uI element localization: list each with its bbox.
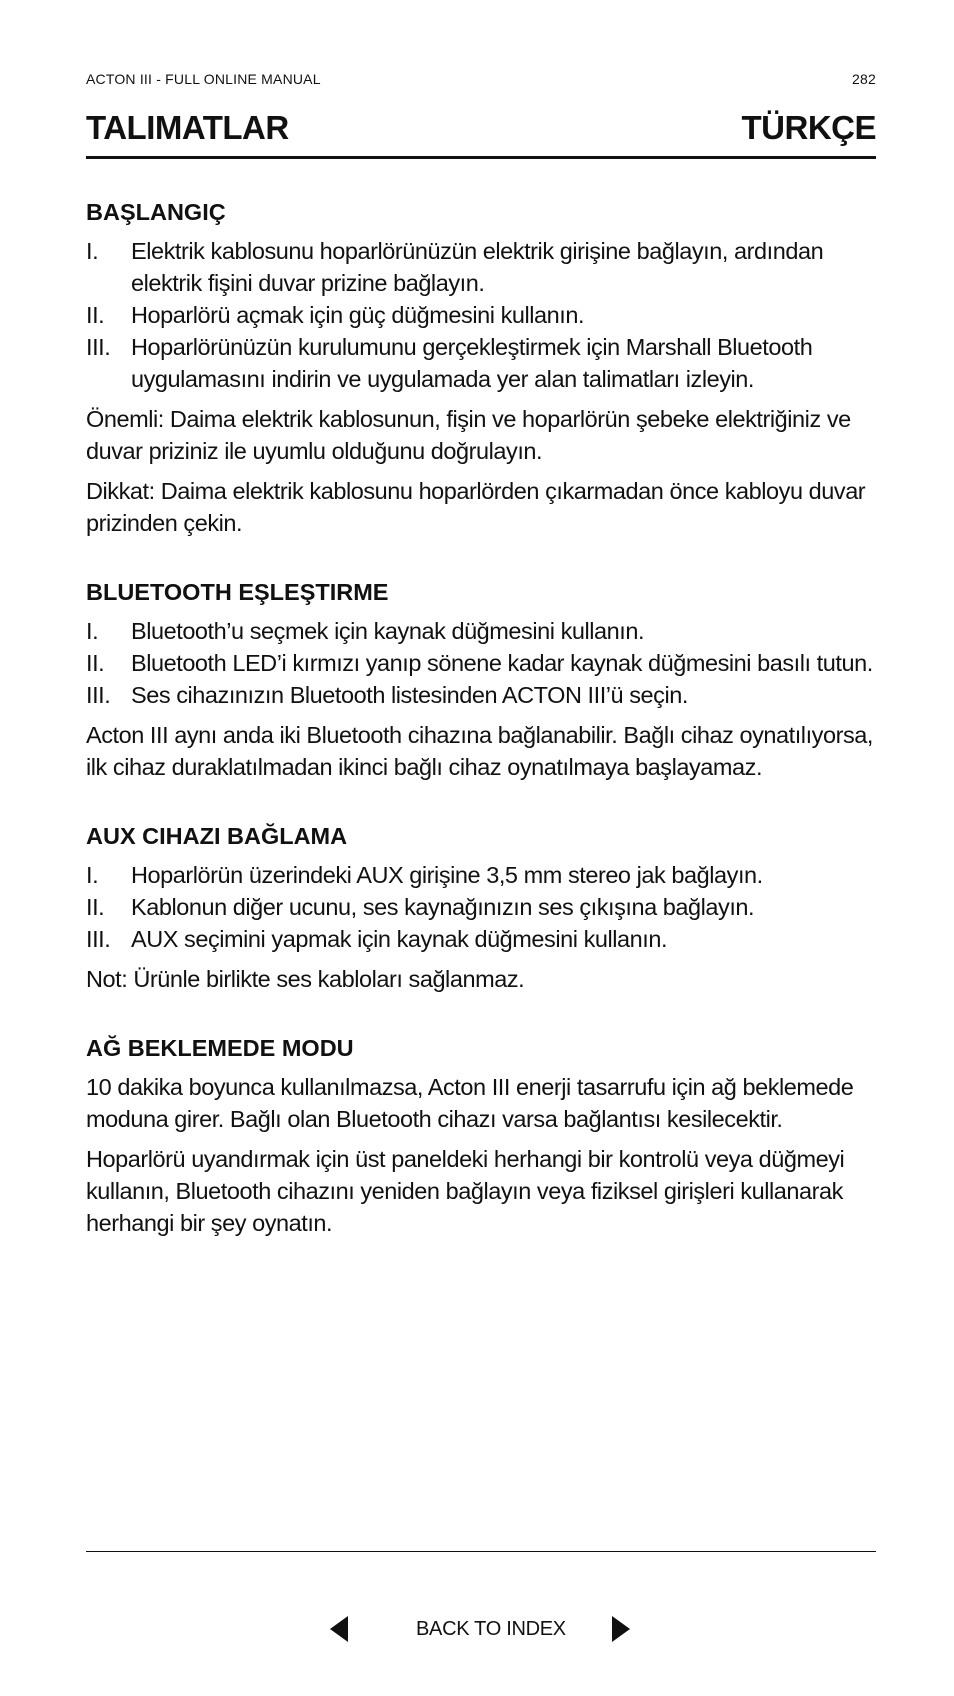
step-item xyxy=(86,923,876,955)
paragraph: Acton III aynı anda iki Bluetooth cihazına bağlanabilir. Bağlı cihaz oynatılıyorsa, ilk cihaz duraklatılmadan ikinci bağlı cihaz oynatılmaya başlayamaz. xyxy=(86,722,873,780)
step-number: I. xyxy=(86,862,99,888)
step-number: I. xyxy=(86,238,99,264)
step-number: III. xyxy=(86,926,111,952)
step-number: I. xyxy=(86,618,99,644)
content xyxy=(86,196,876,1276)
step-item xyxy=(86,331,876,395)
step-list xyxy=(86,615,876,711)
step-item xyxy=(86,679,876,711)
section-heading: AUX CIHAZI BAĞLAMA xyxy=(86,823,348,849)
step-number: II. xyxy=(86,302,105,328)
important-note: Önemli: Daima elektrik kablosunun, fişin ve hoparlörün şebeke elektriğiniz ve duvar priziniz ile uyumlu olduğunu doğrulayın. xyxy=(86,406,851,464)
section-network-standby xyxy=(86,1032,876,1239)
step-text: Kablonun diğer ucunu, ses kaynağınızın ses çıkışına bağlayın. xyxy=(131,894,755,920)
running-head xyxy=(86,70,876,88)
step-number: III. xyxy=(86,334,111,360)
section-heading: AĞ BEKLEMEDE MODU xyxy=(86,1035,354,1061)
step-text: Ses cihazınızın Bluetooth listesinden ACTON III’ü seçin. xyxy=(131,682,688,708)
step-text: Hoparlörünüzün kurulumunu gerçekleştirmek için Marshall Bluetooth uygulamasını indirin ve uygulamada yer alan talimatları izleyin. xyxy=(131,334,813,392)
step-item xyxy=(86,299,876,331)
step-number: II. xyxy=(86,894,105,920)
footer-divider xyxy=(86,1551,876,1552)
triangle-right-icon[interactable] xyxy=(612,1616,630,1642)
step-list xyxy=(86,859,876,955)
section-aux-connection xyxy=(86,820,876,995)
step-item xyxy=(86,647,876,679)
step-item xyxy=(86,235,876,299)
step-text: Hoparlörü açmak için güç düğmesini kullanın. xyxy=(131,302,585,328)
paragraph: 10 dakika boyunca kullanılmazsa, Acton III enerji tasarrufu için ağ beklemede moduna girer. Bağlı olan Bluetooth cihazı varsa bağlantısı kesilecektir. xyxy=(86,1074,854,1132)
language-label: TÜRKÇE xyxy=(741,109,876,146)
paragraph: Hoparlörü uyandırmak için üst paneldeki herhangi bir kontrolü veya düğmeyi kullanın, Bluetooth cihazını yeniden bağlayın veya fiziksel girişleri kullanarak herhangi bir şey oynatın. xyxy=(86,1146,845,1236)
section-heading: BAŞLANGIÇ xyxy=(86,199,226,225)
title-row xyxy=(86,108,876,148)
paragraph: Not: Ürünle birlikte ses kabloları sağlanmaz. xyxy=(86,966,525,992)
step-item xyxy=(86,891,876,923)
page-title: TALIMATLAR xyxy=(86,109,289,146)
step-text: Bluetooth’u seçmek için kaynak düğmesini kullanın. xyxy=(131,618,645,644)
step-text: Elektrik kablosunu hoparlörünüzün elektrik girişine bağlayın, ardından elektrik fişini duvar prizine bağlayın. xyxy=(131,238,824,296)
manual-page xyxy=(86,0,876,1696)
title-divider xyxy=(86,156,876,159)
triangle-left-icon[interactable] xyxy=(330,1616,348,1642)
step-text: AUX seçimini yapmak için kaynak düğmesini kullanın. xyxy=(131,926,668,952)
back-to-index-link[interactable]: BACK TO INDEX xyxy=(416,1618,566,1640)
page-number: 282 xyxy=(852,71,876,87)
manual-title: ACTON III - FULL ONLINE MANUAL xyxy=(86,71,321,87)
caution-note: Dikkat: Daima elektrik kablosunu hoparlörden çıkarmadan önce kabloyu duvar prizinden çekin. xyxy=(86,478,866,536)
step-text: Bluetooth LED’i kırmızı yanıp sönene kadar kaynak düğmesini basılı tutun. xyxy=(131,650,873,676)
step-item xyxy=(86,859,876,891)
step-list xyxy=(86,235,876,395)
step-number: II. xyxy=(86,650,105,676)
step-text: Hoparlörün üzerindeki AUX girişine 3,5 mm stereo jak bağlayın. xyxy=(131,862,763,888)
footer-nav xyxy=(86,1608,876,1648)
section-heading: BLUETOOTH EŞLEŞTIRME xyxy=(86,579,389,605)
step-item xyxy=(86,615,876,647)
section-bluetooth-pairing xyxy=(86,576,876,783)
section-getting-started xyxy=(86,196,876,539)
step-number: III. xyxy=(86,682,111,708)
